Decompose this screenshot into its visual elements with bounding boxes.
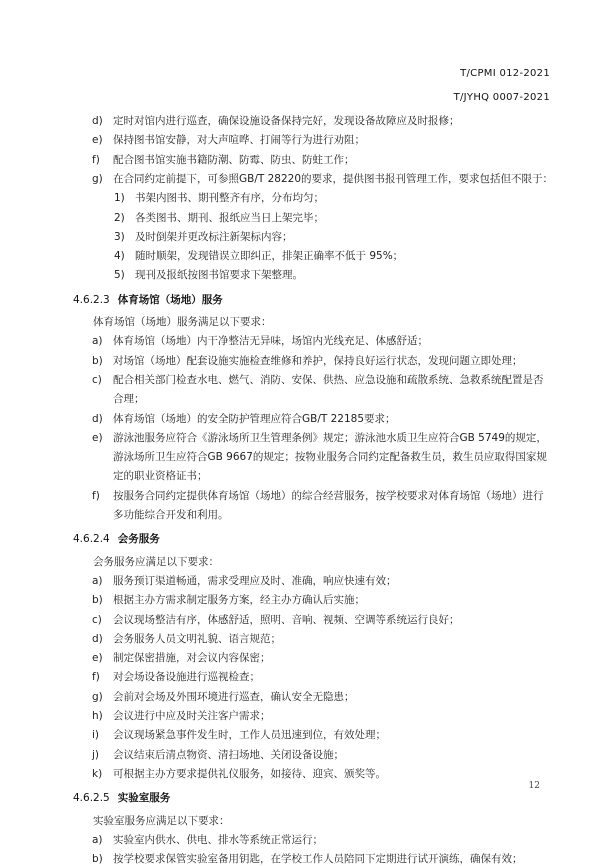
section-title: 会务服务	[117, 533, 160, 546]
list-item-marker: d)	[92, 115, 103, 127]
list-item-text: 体育场馆（场地）内干净整洁无异味，场馆内光线充足、体感舒适；	[113, 335, 428, 348]
list-item-text: 可根据主办方要求提供礼仪服务，如接待、迎宾、颁奖等。	[113, 767, 386, 780]
list-item-text: 会议进行中应及时关注客户需求；	[113, 710, 271, 722]
section-number: 4.6.2.3	[73, 293, 110, 306]
list-item-text: 合理；	[113, 393, 145, 406]
list-item-text: 保持图书馆安静，对大声喧哗、打闹等行为进行劝阻；	[113, 134, 365, 147]
list-item-text: 在合同约定前提下，可参照GB/T 28220的要求，提供图书报刊管理工作，要求包括但不限于：	[113, 172, 554, 185]
sub-item-marker: 5)	[114, 269, 125, 282]
list-item-text: 按学校要求保管实验室备用钥匙，在学校工作人员陪同下定期进行试开演练，确保有效；	[113, 853, 523, 866]
list-item-text: 定的职业资格证书；	[113, 470, 208, 483]
list-item-marker: k)	[92, 767, 103, 780]
section-number: 4.6.2.4	[73, 533, 110, 546]
section-intro: 实验室服务应满足以下要求：	[93, 814, 230, 827]
section-intro: 会务服务应满足以下要求：	[93, 555, 219, 568]
list-item-text: 服务预订渠道畅通，需求受理应及时、准确，响应快速有效；	[113, 574, 397, 587]
sub-item-text: 现刊及报纸按图书馆要求下架整理。	[135, 269, 303, 282]
list-item-text: 游泳场所卫生应符合GB 9667的规定；按物业服务合同约定配备救生员，救生员应取得国家规	[113, 451, 547, 464]
list-item-text: 游泳池服务应符合《游泳场所卫生管理条例》规定；游泳池水质卫生应符合GB 5749的规定，	[113, 431, 547, 444]
section-heading	[73, 293, 223, 307]
section-title: 体育场馆（场地）服务	[117, 293, 223, 306]
sub-item-marker: 1)	[114, 192, 125, 205]
standard-code-secondary: T/JYHQ 0007-2021	[453, 92, 550, 103]
list-item-text: 会务服务人员文明礼貌、语言规范；	[113, 632, 281, 645]
list-item-marker: f)	[92, 153, 100, 166]
list-item-text: 对场馆（场地）配套设施实施检查维修和养护，保持良好运行状态，发现问题立即处理；	[113, 354, 523, 367]
list-item-text: 体育场馆（场地）的安全防护管理应符合GB/T 22185要求；	[113, 412, 396, 425]
list-item-marker: f)	[92, 671, 100, 684]
list-item-text: 对会场设备设施进行巡视检查；	[113, 671, 260, 684]
list-item-marker: e)	[92, 652, 103, 665]
sub-item-text: 书架内图书、期刊整齐有序，分布均匀；	[135, 192, 324, 205]
list-item-text: 按服务合同约定提供体育场馆（场地）的综合经营服务，按学校要求对体育场馆（场地）进行	[113, 489, 544, 502]
list-item-marker: a)	[92, 833, 103, 846]
list-item-text: 多功能综合开发和利用。	[113, 509, 229, 521]
section-heading	[73, 532, 160, 546]
list-item-text: 配合相关部门检查水电、燃气、消防、安保、供热、应急设施和疏散系统、急救系统配置是否	[113, 373, 544, 386]
sub-item-marker: 2)	[114, 211, 125, 224]
list-item-text: 会议现场整洁有序，体感舒适，照明、音响、视频、空调等系统运行良好；	[113, 613, 460, 626]
list-item-text: 根据主办方需求制定服务方案，经主办方确认后实施；	[113, 594, 365, 607]
list-item-marker: h)	[92, 710, 103, 722]
section-intro: 体育场馆（场地）服务满足以下要求：	[93, 316, 272, 328]
list-item-marker: c)	[92, 613, 102, 626]
list-item-marker: b)	[92, 354, 103, 367]
sub-item-marker: 3)	[114, 230, 125, 243]
list-item-text: 定时对馆内进行巡查，确保设施设备保持完好，发现设备故障应及时报修；	[113, 115, 460, 127]
sub-item-text: 各类图书、期刊、报纸应当日上架完毕；	[135, 211, 324, 224]
section-heading	[73, 791, 170, 805]
list-item-marker: b)	[92, 594, 103, 607]
section-number: 4.6.2.5	[73, 792, 110, 805]
list-item-text: 会议结束后清点物资、清扫场地、关闭设备设施；	[113, 748, 344, 761]
list-item-marker: g)	[92, 172, 103, 185]
list-item-marker: d)	[92, 632, 103, 645]
sub-item-marker: 4)	[114, 250, 125, 263]
list-item-marker: a)	[92, 574, 103, 587]
list-item-marker: e)	[92, 134, 103, 147]
list-item-marker: i)	[92, 729, 100, 742]
list-item-text: 会前对会场及外围环境进行巡查，确认安全无隐患；	[113, 690, 355, 703]
section-title: 实验室服务	[117, 792, 171, 805]
list-item-text: 配合图书馆实施书籍防潮、防霉、防虫、防蛀工作；	[113, 153, 355, 166]
page-number: 12	[528, 781, 540, 791]
list-item-marker: j)	[92, 748, 100, 761]
list-item-text: 会议现场紧急事件发生时，工作人员迅速到位，有效处理；	[113, 729, 386, 742]
list-item-marker: d)	[92, 412, 103, 425]
list-item-marker: c)	[92, 373, 102, 386]
list-item-marker: b)	[92, 853, 103, 866]
sub-item-text: 随时顺架，发现错误立即纠正，排架正确率不低于 95%；	[135, 250, 404, 263]
sub-item-text: 及时倒架并更改标注新架标内容；	[135, 230, 293, 243]
list-item-marker: g)	[92, 690, 103, 703]
list-item-marker: e)	[92, 431, 103, 444]
list-item-text: 制定保密措施，对会议内容保密；	[113, 652, 271, 665]
list-item-marker: a)	[92, 335, 103, 348]
standard-code-primary: T/CPMI 012-2021	[460, 68, 550, 79]
list-item-marker: f)	[92, 489, 100, 502]
list-item-text: 实验室内供水、供电、排水等系统正常运行；	[113, 833, 323, 846]
